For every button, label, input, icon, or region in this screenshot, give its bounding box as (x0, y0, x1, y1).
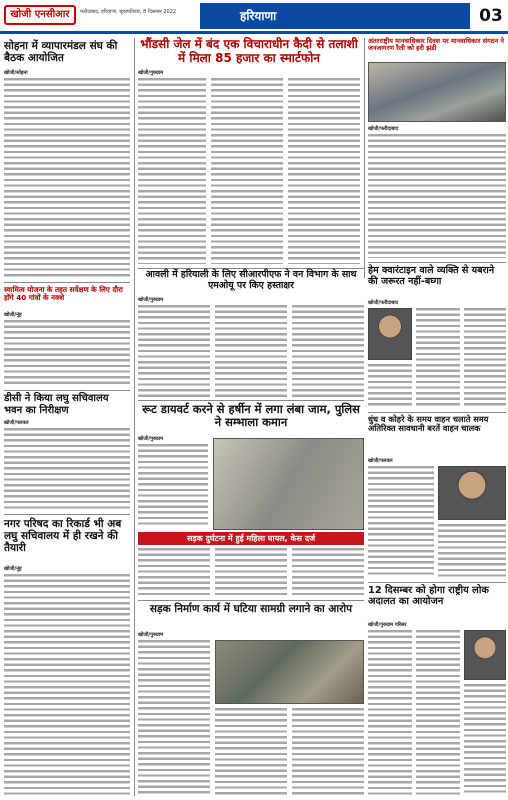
headline-vyapar-mandal: सोहना में व्यापारमंडल संघ की बैठक आयोजित (4, 40, 118, 65)
article-body-a5-col3 (292, 305, 364, 397)
section-title: हरियाणा (200, 3, 470, 29)
byline-a12: खोजी/गुरुग्राम (138, 632, 164, 638)
byline-a2: खोजी/गुरुग्राम (138, 70, 164, 76)
byline-a7: खोजी/पलवल (4, 420, 29, 426)
article-body-a12-col3 (292, 708, 364, 796)
headline-fog-warning: धुंध व कोहरे के समय वाहन चलाते समय अतिरिक्त सावधानी बरतें वाहन चालक (368, 414, 489, 434)
article-body-a9-col2 (438, 524, 506, 578)
byline-a11: खोजी/नूंह (4, 566, 22, 572)
article-body-a11 (4, 574, 130, 796)
byline-a5: खोजी/गुरुग्राम (138, 297, 164, 303)
headline-human-rights-rally: अंतरराष्ट्रीय मानवाधिकार दिवस पर मानवाधिकार संगठन ने जनजागरण रैली को हरी झंडी (368, 37, 505, 53)
headline-crpf-mou: आवली में हरियाली के लिए सीआरपीएफ ने वन विभाग के साथ एमओयू पर किए हस्ताक्षर (145, 269, 357, 291)
article-body-a4 (4, 320, 130, 386)
byline-a3: खोजी/फरीदाबाद (368, 126, 399, 132)
article-body-a3 (368, 134, 506, 258)
article-body-a13-col1 (368, 630, 412, 796)
article-body-a2-col1 (138, 78, 206, 264)
article-body-a2-col3 (288, 78, 360, 264)
article-body-a10-col3 (292, 548, 364, 596)
byline-a8: खोजी/गुरुग्राम (138, 436, 164, 442)
article-body-a7 (4, 428, 130, 510)
page-number: 03 (476, 3, 506, 29)
article-body-a1 (4, 78, 130, 278)
byline-a13: खोजी/गुरुग्राम परिसर (368, 622, 407, 628)
article-body-a13-col2 (416, 630, 460, 796)
headline-dc-inspection: डीसी ने किया लघु सचिवालय भवन का निरीक्षण (4, 393, 109, 416)
headline-quarantine: हेम क्वारंटाइन वाले व्यक्ति से यबराने की जरूरत नहीं-बघ्गा (368, 265, 495, 287)
rally-photo (368, 62, 506, 122)
article-body-a12-col1 (138, 640, 210, 796)
headline-lok-adalat: 12 दिसम्बर को होगा राष्ट्रीय लोक अदालत का आयोजन (368, 585, 489, 608)
headline-road-accident-band: सड़क दुर्घटना में हुई महिला घायल, केस दर्ज (138, 532, 364, 545)
article-body-a13-col3 (464, 684, 506, 796)
article-body-a9-col1 (368, 466, 434, 578)
construction-photo (215, 640, 364, 704)
article-body-a6-col0 (368, 364, 412, 408)
headline-road-construction: सड़क निर्माण कार्य में घटिया सामग्री लगाने का आरोप (149, 603, 353, 615)
article-body-a5-col1 (138, 305, 210, 397)
article-body-a12-col2 (215, 708, 287, 796)
headline-route-diversion: रूट डायवर्ट करने से हर्षीन में लगा लंबा जाम, पुलिस ने सम्भाला कमान (142, 402, 360, 430)
article-body-a8 (138, 444, 208, 528)
dateline: फरीदाबाद, हरियाणा, बृहस्पतिवार, 8 दिसम्बर 2022 (80, 9, 177, 15)
byline-a6: खोजी/फरीदाबाद (368, 300, 399, 306)
byline-a4: खोजी/नूंह (4, 312, 22, 318)
article-body-a6-col2 (464, 308, 506, 408)
article-body-a10-col2 (215, 548, 287, 596)
article-body-a6-col1 (416, 308, 460, 408)
article-body-a10-col1 (138, 548, 210, 596)
byline-a1: खोजी/सोहना (4, 70, 28, 76)
headline-swamitva-yojana: स्वामित्व योजना के तहत सर्वेक्षण के लिए दौरा होंगे 40 गांवों के नक्शे (4, 285, 123, 303)
newspaper-logo: खोजी एनसीआर (4, 5, 76, 25)
portrait-photo-judge (464, 630, 506, 680)
portrait-photo-baggha (368, 308, 412, 360)
article-body-a5-col2 (215, 305, 287, 397)
page-header (0, 0, 508, 34)
headline-nagar-parishad-record: नगर परिषद का रिकार्ड भी अब लघु सचिवालय में ही रखने की तैयारी (4, 518, 122, 555)
traffic-jam-photo (213, 438, 364, 530)
headline-bhondsi-jail: भौंडसी जेल में बंद एक विचाराधीन कैदी से तलाशी में मिला 85 हजार का स्मार्टफोन (140, 37, 358, 65)
article-body-a2-col2 (211, 78, 283, 264)
byline-a9: खोजी/पलवल (368, 458, 393, 464)
portrait-photo-official (438, 466, 506, 520)
